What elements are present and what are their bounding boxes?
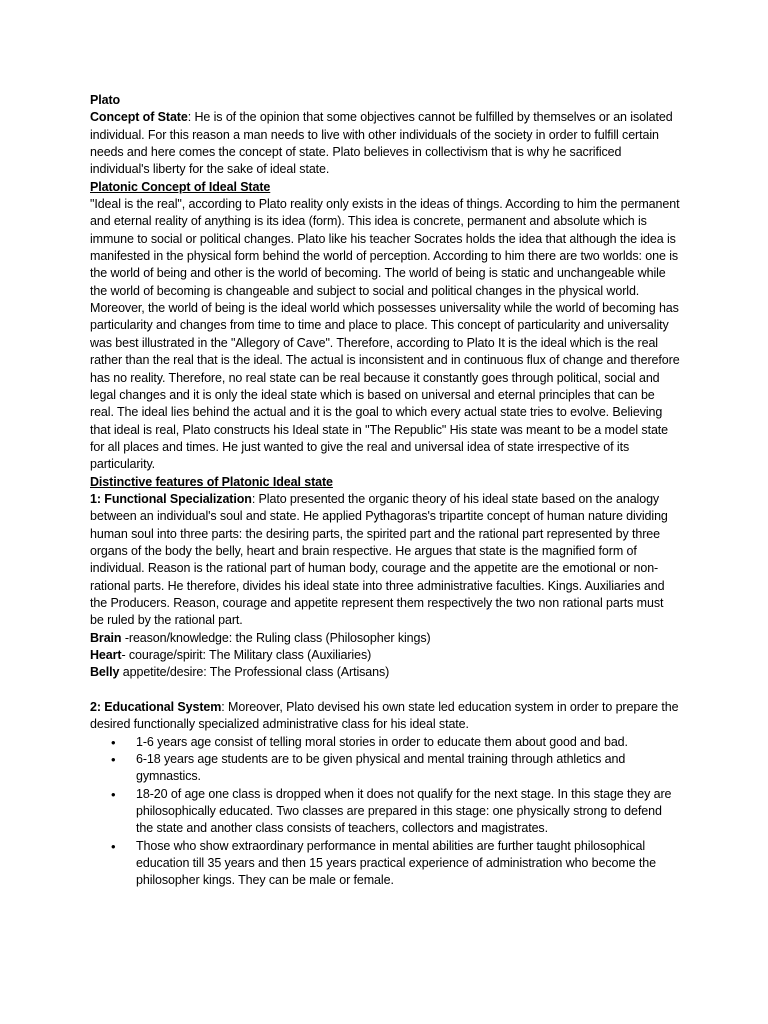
class-label-heart: Heart <box>90 648 122 662</box>
functional-specialization-paragraph <box>90 491 680 630</box>
functional-specialization-text: : Plato presented the organic theory of his ideal state based on the analogy between an individual's soul and state. He applied Pythagoras's tripartite concept of human nature dividing human soul into three parts: the desiring parts, the spirited part and the rational part represented by three organs of the body the belly, heart and brain respective. He argues that state is the magnified form of individual. Reason is the rational part of human body, courage and the appetite are the emotional or non-rational parts. He therefore, divides his ideal state into three administrative faculties. Kings. Auxiliaries and the Producers. Reason, courage and appetite represent them respectively the two non rational parts must be ruled by the rational part. <box>90 491 668 628</box>
class-line-heart <box>90 647 680 664</box>
class-line-brain <box>90 630 680 647</box>
class-line-belly <box>90 664 680 681</box>
list-item: • 18-20 of age one class is dropped when it does not qualify for the next stage. In this stage they are philosophically educated. Two classes are prepared in this stage: one physically strong to defend the state and another class consists of teachers, collectors and magistrates. <box>90 786 680 838</box>
document-title: Plato <box>90 93 121 107</box>
list-item: • 1-6 years age consist of telling moral stories in order to educate them about good and bad. <box>90 734 680 751</box>
concept-of-state-text: : He is of the opinion that some objectives cannot be fulfilled by themselves or an isolated individual. For this reason a man needs to live with other individuals of the society in order to fulfill certain needs and here comes the concept of state. Plato believes in collectivism that is why he sacrificed individual's liberty for the sake of ideal state. <box>90 110 673 177</box>
functional-specialization-heading: 1: Functional Specialization <box>90 491 252 506</box>
educational-system-text: : Moreover, Plato devised his own state led education system in order to prepare the desired functionally specialized administrative class for his ideal state. <box>90 700 679 732</box>
ideal-state-paragraph: "Ideal is the real", according to Plato reality only exists in the ideas of things. According to him the permanent and eternal reality of anything is its idea (form). This idea is concrete, permanent and absolute which is immune to social or political changes. Plato like his teacher Socrates holds the idea that although the idea is manifested in the physical form behind the world of perception. According to him there are two worlds: one is the world of being and other is the world of becoming. The world of being is static and unchangeable while the world of becoming is changeable and subject to social and political changes in the physical world. Moreover, the world of being is the ideal world which possesses universality while the world of becoming has particularity and changes from time to time and place to place. This concept of particularity and universality was best illustrated in the "Allegory of Cave". Therefore, according to Plato It is the ideal which is the real rather than the real that is the ideal. The actual is inconsistent and in continuous flux of change and therefore has no reality. Therefore, no real state can be real because it constantly goes through political, social and legal changes and it is only the ideal state which is based on universal and eternal principles that can be real. The ideal lies behind the actual and it is the goal to which every actual state tries to evolve. Believing that ideal is real, Plato constructs his Ideal state in "The Republic" His state was meant to be a model state for all places and times. He just wanted to give the real and universal idea of state irrespective of its particularity. <box>90 197 680 472</box>
list-item: • 6-18 years age students are to be given physical and mental training through athletics and gymnastics. <box>90 751 680 786</box>
class-text-heart: - courage/spirit: The Military class (Auxiliaries) <box>121 648 372 662</box>
concept-of-state-heading: Concept of State <box>90 110 188 125</box>
class-text-brain: -reason/knowledge: the Ruling class (Philosopher kings) <box>121 630 431 645</box>
document-page <box>90 92 680 890</box>
educational-system-paragraph <box>90 699 680 734</box>
distinctive-features-heading: Distinctive features of Platonic Ideal state <box>90 474 333 489</box>
ideal-state-heading: Platonic Concept of Ideal State <box>90 179 271 194</box>
class-label-belly: Belly <box>90 665 120 680</box>
class-label-brain: Brain <box>90 630 122 645</box>
concept-of-state-paragraph <box>90 109 680 178</box>
educational-system-heading: 2: Educational System <box>90 700 222 715</box>
class-text-belly: appetite/desire: The Professional class (Artisans) <box>119 665 390 680</box>
education-stages-list <box>90 734 680 890</box>
paragraph-spacer <box>90 682 680 699</box>
list-item: • Those who show extraordinary performance in mental abilities are further taught philosophical education till 35 years and then 15 years practical experience of administration who become the philosopher kings. They can be male or female. <box>90 838 680 890</box>
